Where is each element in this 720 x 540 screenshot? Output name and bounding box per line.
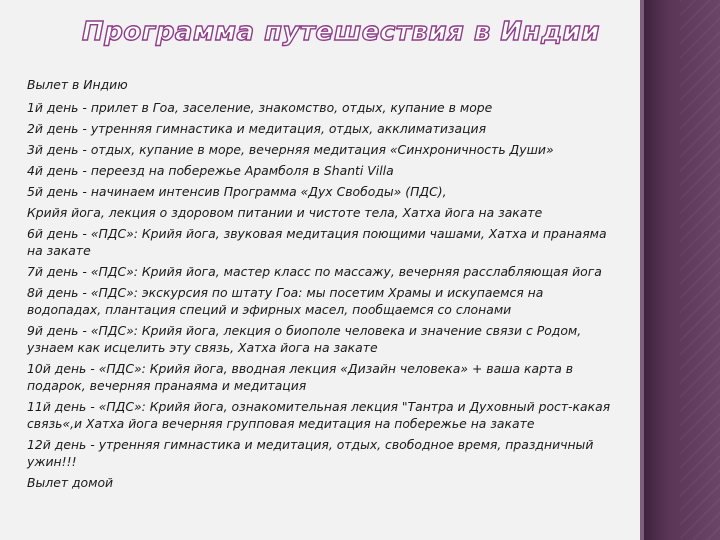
itinerary-line: Крийя йога, лекция о здоровом питании и чистоте тела, Хатха йога на закате [27,205,543,220]
itinerary-line: 10й день - «ПДС»: Крийя йога, вводная лекция «Дизайн человека» + ваша карта в подарок, вечерняя пранаяма и медитация [27,361,574,393]
itinerary-line: 7й день - «ПДС»: Крийя йога, мастер класс по массажу, вечерняя расслабляющая йога [27,264,602,279]
itinerary-line: 4й день - переезд на побережье Арамболя в Shanti Villa [27,163,394,178]
itinerary-line: 12й день - утренняя гимнастика и медитация, отдых, свободное время, праздничный ужин!!! [27,437,594,469]
itinerary-line: 3й день - отдых, купание в море, вечерняя медитация «Синхроничность Души» [27,142,554,157]
itinerary-line: 1й день - прилет в Гоа, заселение, знакомство, отдых, купание в море [27,100,493,115]
itinerary-line: 6й день - «ПДС»: Крийя йога, звуковая медитация поющими чашами, Хатха и пранаяма на закате [27,226,607,258]
decorative-side-band [640,0,720,540]
itinerary-line: 8й день - «ПДС»: экскурсия по штату Гоа: мы посетим Храмы и искупаемся на водопадах, плантация специй и эфирных масел, пообщаемся со слонами [27,285,544,317]
itinerary-line: 2й день - утренняя гимнастика и медитация, отдых, акклиматизация [27,121,487,136]
itinerary-line: Вылет домой [27,475,114,490]
itinerary-line: 9й день - «ПДС»: Крийя йога, лекция о биополе человека и значение связи с Родом, узнаем как исцелить эту связь, Хатха йога на закате [27,323,582,355]
itinerary-line: 5й день - начинаем интенсив Программа «Дух Свободы» (ПДС), [27,184,447,199]
itinerary-list [27,76,617,495]
itinerary-line: 11й день - «ПДС»: Крийя йога, ознакомительная лекция "Тантра и Духовный рост-какая связь«,и Хатха йога вечерняя групповая медитация на побережье на закате [27,399,611,431]
itinerary-line: Вылет в Индию [27,77,128,92]
slide-title: Программа путешествия в Индии [82,17,600,47]
